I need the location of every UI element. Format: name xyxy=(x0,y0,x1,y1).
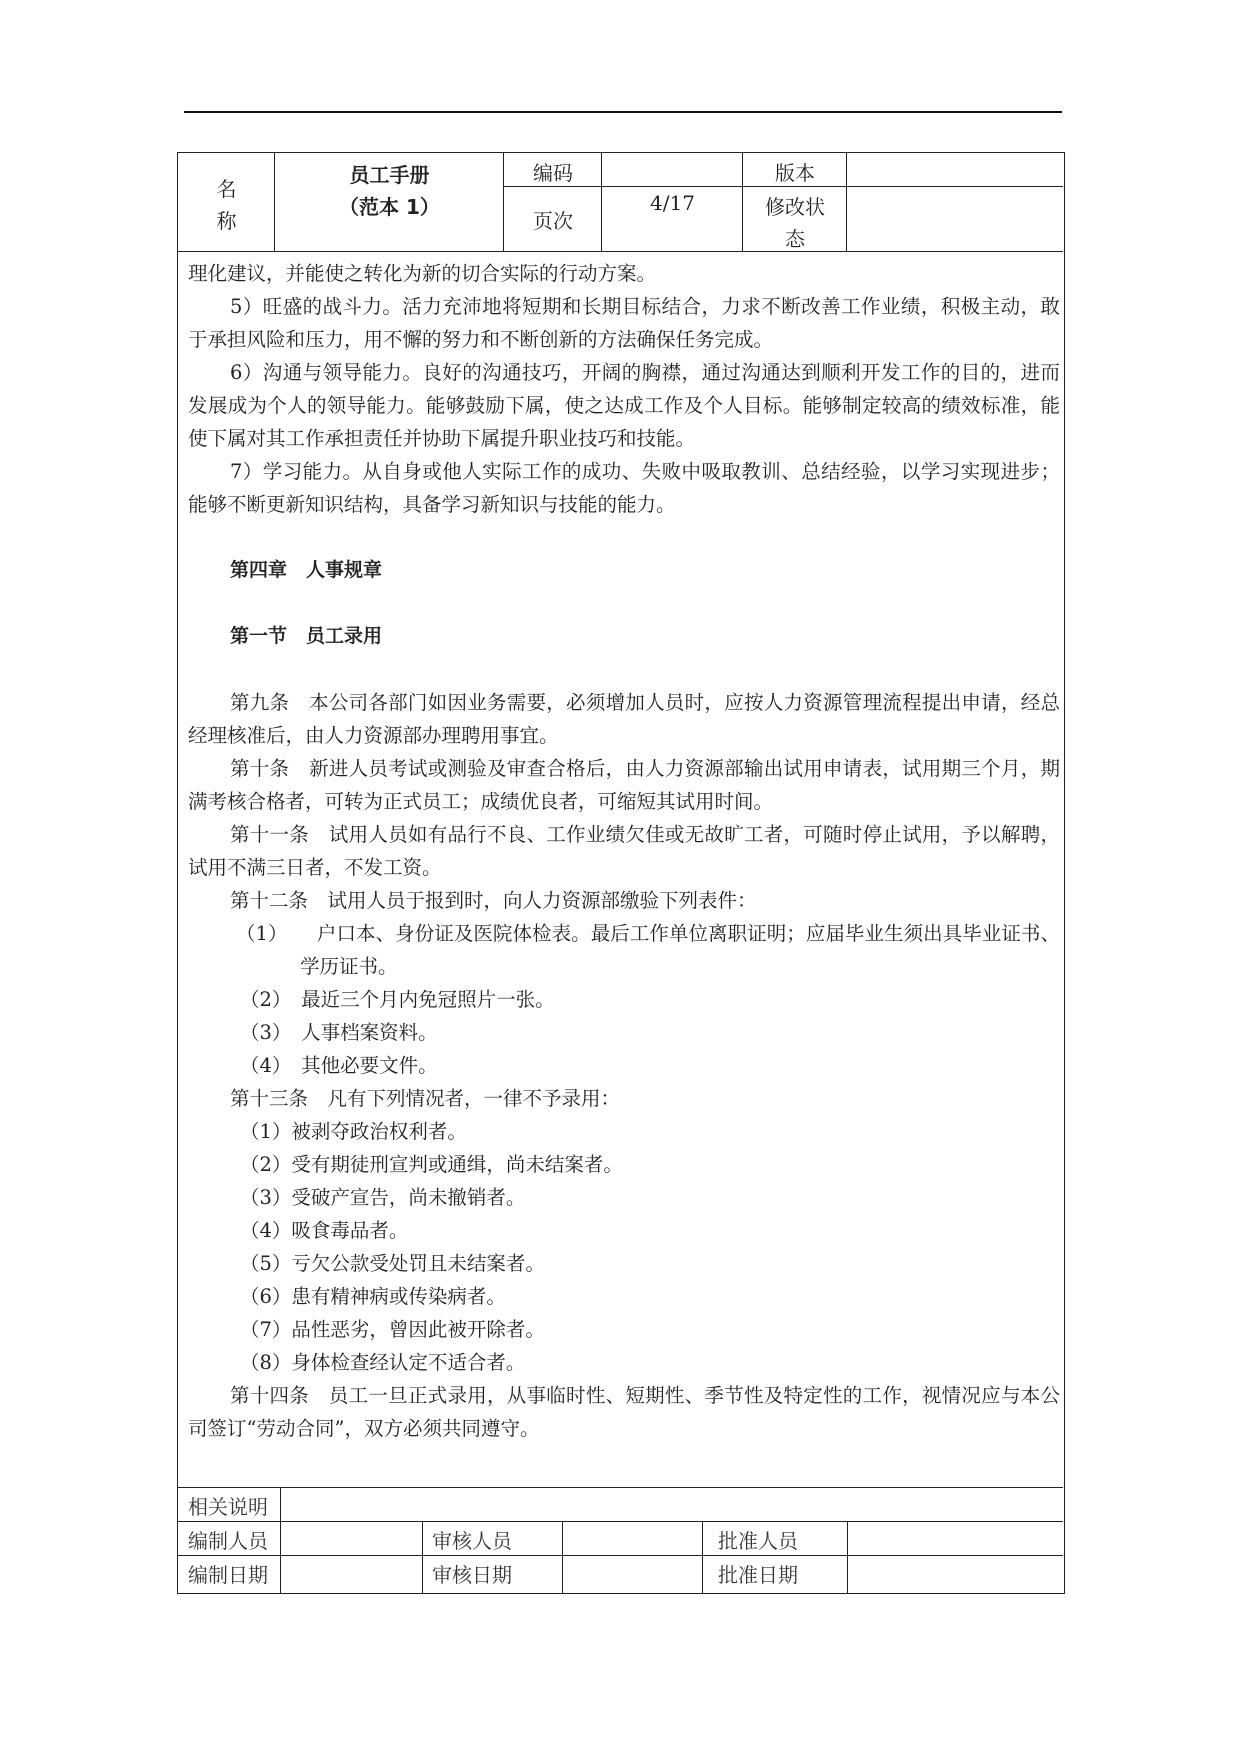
article-13: 第十三条 凡有下列情况者，一律不予录用： xyxy=(230,1087,621,1110)
code-label: 编码 xyxy=(533,161,573,185)
chapter-heading: 第四章 人事规章 xyxy=(230,559,383,581)
name-label-2: 称 xyxy=(216,209,237,233)
version-status-value-cell xyxy=(847,153,1063,251)
article-9: 第九条 本公司各部门如因业务需要，必须增加人员时，应按人力资源管理流程提出申请，经总经理核准后，由人力资源部办理聘用事宜。 xyxy=(188,691,1060,747)
footer-col-divider xyxy=(847,1521,848,1594)
paragraph: 6）沟通与领导能力。良好的沟通技巧，开阔的胸襟，通过沟通达到顺利开发工作的目的，进而发展成为个人的领导能力。能够鼓励下属，使之达成工作及个人目标。能够制定较高的绩效标准，能使下属对其工作承担责任并协助下属提升职业技巧和技能。 xyxy=(188,361,1060,450)
approver-label: 批准人员 xyxy=(718,1529,798,1553)
review-date-label: 审核日期 xyxy=(432,1563,512,1587)
page-value: 4/17 xyxy=(650,191,695,215)
header-row-divider xyxy=(504,186,1063,187)
code-page-value-cell xyxy=(602,153,743,251)
footer-col-divider xyxy=(280,1488,281,1594)
list-item: （3） 人事档案资料。 xyxy=(240,1021,438,1044)
list-item: （4）吸食毒品者。 xyxy=(240,1219,409,1242)
version-label: 版本 xyxy=(775,161,815,185)
section-heading: 第一节 员工录用 xyxy=(230,625,383,647)
paragraph: 5）旺盛的战斗力。活力充沛地将短期和长期目标结合，力求不断改善工作业绩，积极主动，敢于承担风险和压力，用不懈的努力和不断创新的方法确保任务完成。 xyxy=(188,295,1060,351)
list-item: （6）患有精神病或传染病者。 xyxy=(240,1285,506,1308)
list-item: （8）身体检查经认定不适合者。 xyxy=(240,1351,526,1374)
author-label: 编制人员 xyxy=(188,1529,268,1553)
list-item: （5）亏欠公款受处罚且未结案者。 xyxy=(240,1252,545,1275)
code-page-label-cell xyxy=(504,153,602,251)
status-label-1: 修改状 xyxy=(765,195,825,219)
body-text xyxy=(188,257,1060,1445)
footer-row-divider xyxy=(178,1555,1063,1556)
author-date-label: 编制日期 xyxy=(188,1563,268,1587)
header-table xyxy=(178,153,1063,252)
approve-date-label: 批准日期 xyxy=(718,1563,798,1587)
article-12: 第十二条 试用人员于报到时，向人力资源部缴验下列表件： xyxy=(230,889,757,912)
version-status-label-cell xyxy=(743,153,847,251)
document-frame xyxy=(177,152,1065,1594)
doc-subtitle: （范本 1） xyxy=(339,195,440,219)
name-label-cell xyxy=(178,153,275,251)
list-item: （2） 最近三个月内免冠照片一张。 xyxy=(240,988,555,1011)
doc-title: 员工手册 xyxy=(349,163,430,187)
footer-col-divider xyxy=(562,1521,563,1594)
footer-col-divider xyxy=(702,1521,703,1594)
name-label-1: 名 xyxy=(216,177,237,201)
list-item: （1） 户口本、身份证及医院体检表。最后工作单位离职证明；应届毕业生须出具毕业证书、学历证书。 xyxy=(236,922,1060,978)
list-item: （7）品性恶劣，曾因此被开除者。 xyxy=(240,1318,545,1341)
top-rule xyxy=(184,111,1062,113)
footer-col-divider xyxy=(422,1521,423,1594)
footer-row-divider xyxy=(178,1521,1063,1522)
page-label: 页次 xyxy=(533,209,573,233)
article-10: 第十条 新进人员考试或测验及审查合格后，由人力资源部输出试用申请表，试用期三个月，期满考核合格者，可转为正式员工；成绩优良者，可缩短其试用时间。 xyxy=(188,757,1060,813)
list-item: （4） 其他必要文件。 xyxy=(240,1054,438,1077)
article-14: 第十四条 员工一旦正式录用，从事临时性、短期性、季节性及特定性的工作，视情况应与本公司签订“劳动合同”，双方必须共同遵守。 xyxy=(188,1384,1060,1440)
article-11: 第十一条 试用人员如有品行不良、工作业绩欠佳或无故旷工者，可随时停止试用，予以解聘，试用不满三日者，不发工资。 xyxy=(188,823,1060,879)
list-item: （2）受有期徒刑宣判或通缉，尚未结案者。 xyxy=(240,1153,623,1176)
reviewer-label: 审核人员 xyxy=(432,1529,512,1553)
paragraph: 7）学习能力。从自身或他人实际工作的成功、失败中吸取教训、总结经验，以学习实现进步；能够不断更新知识结构，具备学习新知识与技能的能力。 xyxy=(188,460,1060,516)
footer-table xyxy=(178,1487,1063,1594)
title-cell xyxy=(275,153,504,251)
notes-label: 相关说明 xyxy=(188,1495,268,1519)
status-label-2: 态 xyxy=(785,227,805,251)
list-item: （3）受破产宣告，尚未撤销者。 xyxy=(240,1186,526,1209)
list-item: （1）被剥夺政治权利者。 xyxy=(240,1120,467,1143)
paragraph: 理化建议，并能使之转化为新的切合实际的行动方案。 xyxy=(188,262,657,285)
